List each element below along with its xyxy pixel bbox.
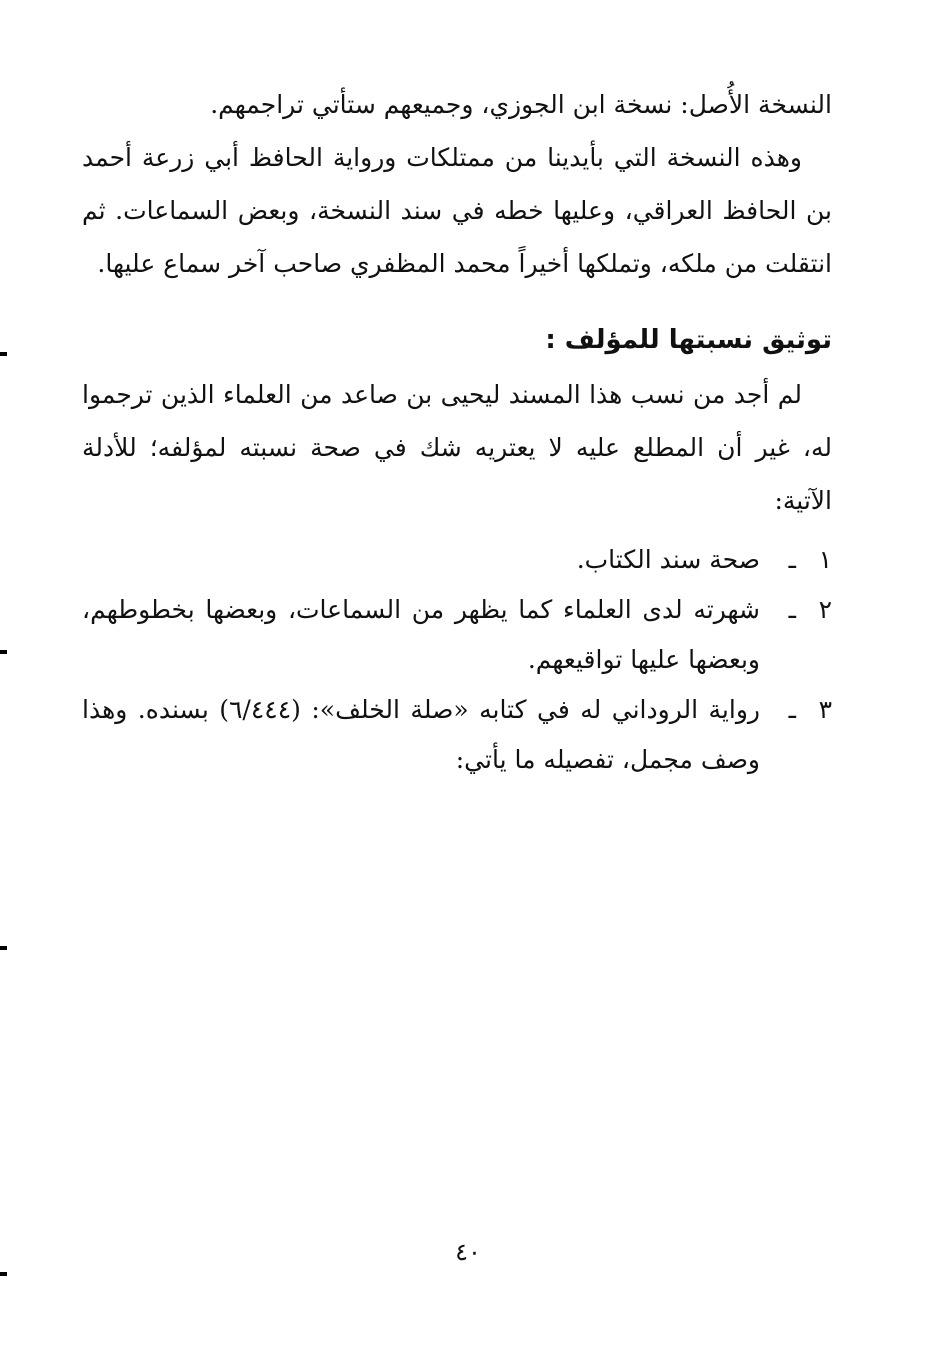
list-item-dash: ـ — [788, 545, 796, 574]
section-intro-paragraph: لم أجد من نسب هذا المسند ليحيى بن صاعد من العلماء الذين ترجموا له، غير أن المطلع عليه لا يعتريه شك في صحة نسبته لمؤلفه؛ للأدلة الآتية: — [82, 380, 832, 515]
scan-edge-mark — [0, 352, 7, 356]
list-item-number: ١ — [818, 545, 832, 574]
list-item-text: شهرته لدى العلماء كما يظهر من السماعات، وبعضها بخطوطهم، وبعضها عليها تواقيعهم. — [82, 595, 760, 674]
section-heading: توثيق نسبتها للمؤلف : — [545, 325, 832, 355]
document-page — [82, 78, 832, 785]
list-item-dash: ـ — [788, 695, 796, 724]
list-item-text: صحة سند الكتاب. — [576, 545, 760, 574]
list-item — [82, 585, 832, 685]
list-item-number: ٣ — [818, 695, 832, 724]
evidence-list — [82, 535, 832, 785]
list-item — [82, 685, 832, 785]
list-item-text: رواية الروداني له في كتابه «صلة الخلف»: (٦/٤٤٤) بسنده. وهذا وصف مجمل، تفصيله ما يأتي: — [82, 695, 760, 774]
page-number: ٤٠ — [455, 1238, 481, 1266]
list-item-dash: ـ — [788, 595, 796, 624]
list-item-number: ٢ — [818, 595, 832, 624]
list-item — [82, 535, 832, 585]
source-copy-paragraph: النسخة الأُصل: نسخة ابن الجوزي، وجميعهم ستأتي تراجمهم. — [210, 90, 832, 119]
scan-edge-mark — [0, 1272, 7, 1276]
scan-edge-mark — [0, 650, 7, 654]
scan-edge-mark — [0, 946, 7, 950]
manuscript-ownership-paragraph: وهذه النسخة التي بأيدينا من ممتلكات ورواية الحافظ أبي زرعة أحمد بن الحافظ العراقي، وعليها خطه في سند النسخة، وبعض السماعات. ثم انتقلت من ملكه، وتملكها أخيراً محمد المظفري صاحب آخر سماع عليها. — [82, 143, 832, 278]
